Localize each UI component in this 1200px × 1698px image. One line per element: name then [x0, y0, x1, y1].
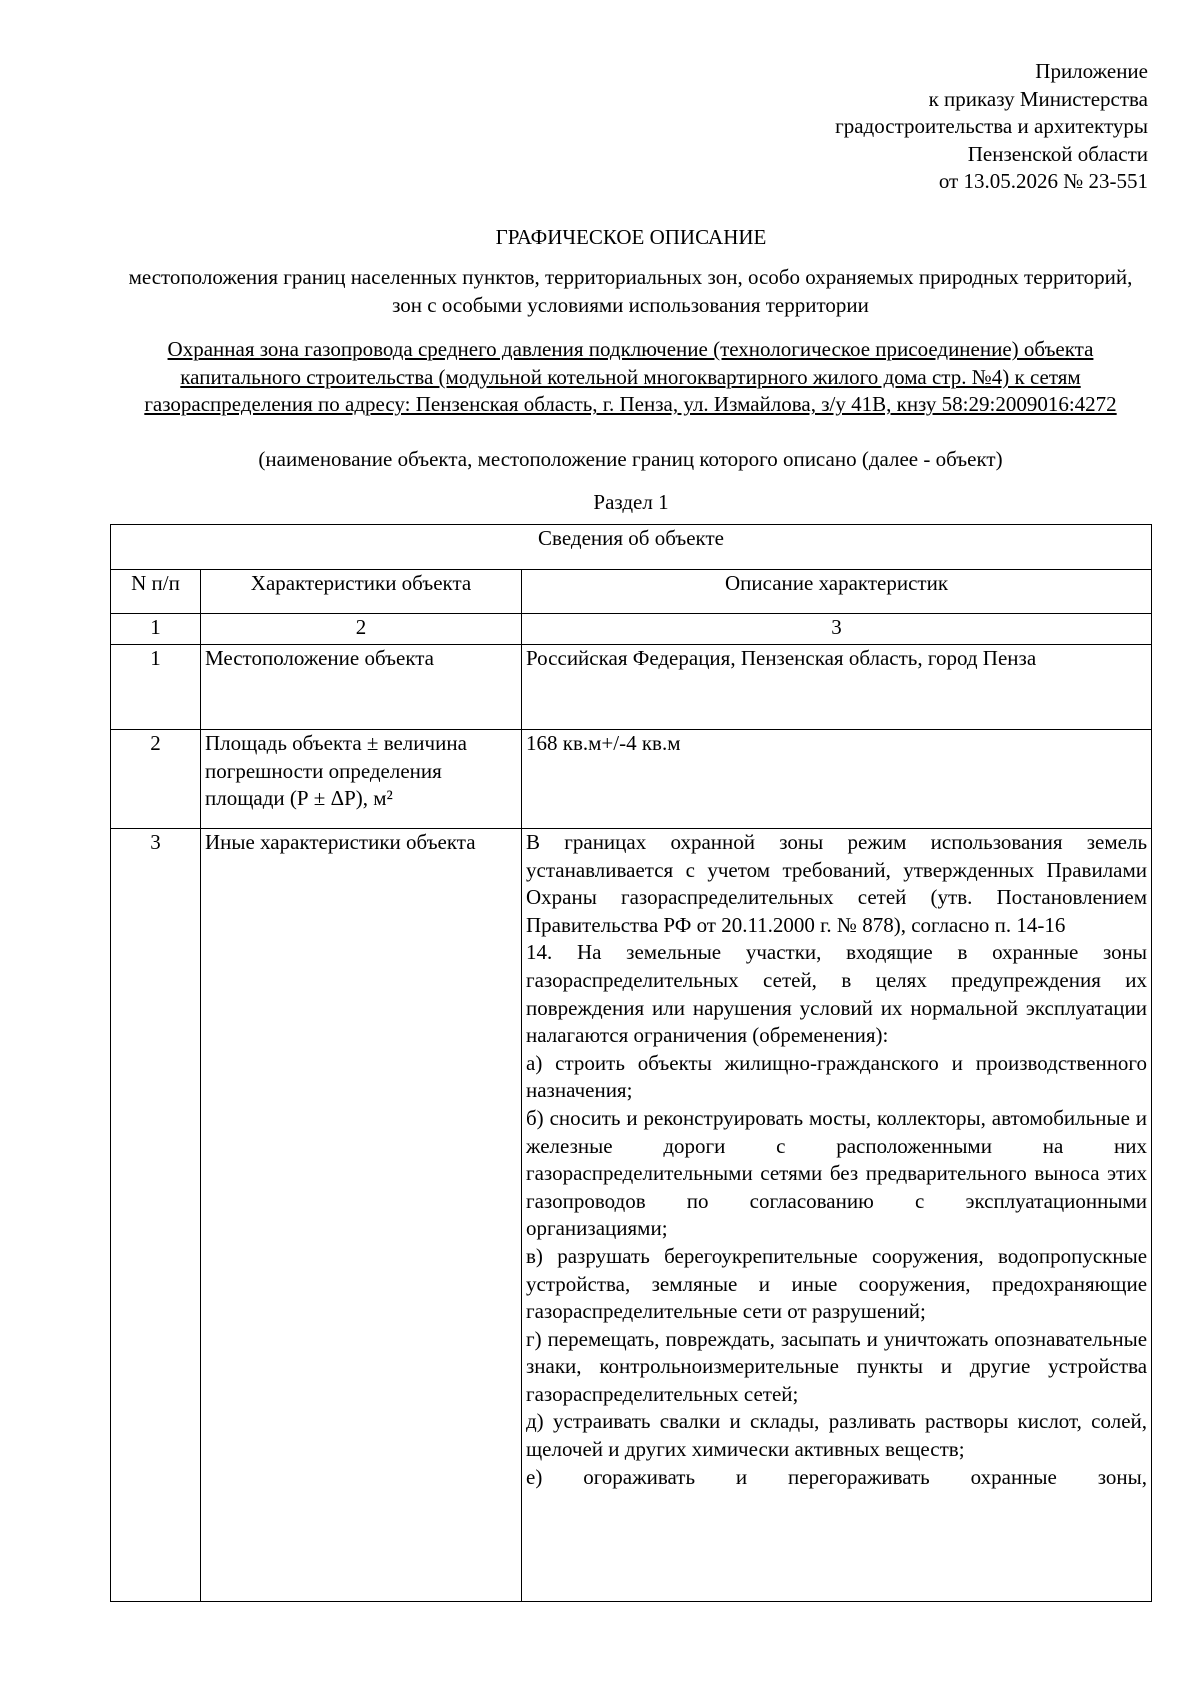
object-name: Охранная зона газопровода среднего давления подключение (технологическое присоединение) объекта капитального строительства (модульной котельной многоквартирного жилого дома стр. №4) к сетям газораспределения по адресу: Пензенская область, г. Пенза, ул. Измайлова, з/у 41В, кнзу 58:29:2009016:4272 [144, 337, 1117, 417]
column-number-row [111, 614, 1152, 645]
appendix-line: градостроительства и архитектуры [835, 114, 1148, 139]
table-caption-row [111, 525, 1152, 570]
row-characteristic: Иные характеристики объекта [201, 829, 522, 1602]
description-paragraph: в) разрушать берегоукрепительные сооружения, водопропускные устройства, земляные и иные сооружения, предохраняющие газораспределительные сети от разрушений; [526, 1243, 1148, 1324]
object-caption: (наименование объекта, местоположение границ которого описано (далее - объект) [258, 447, 1003, 471]
description-paragraph: г) перемещать, повреждать, засыпать и уничтожать опознавательные знаки, контрольноизмерительные пункты и другие устройства газораспределительных сетей; [526, 1326, 1148, 1406]
description-paragraph: б) сносить и реконструировать мосты, коллекторы, автомобильные и железные дороги с расположенными на них газораспределительными сетями без предварительного выноса этих газопроводов по согласованию с эксплуатационными организациями; [526, 1105, 1148, 1241]
row-number: 2 [111, 730, 201, 829]
description-paragraph: д) устраивать свалки и склады, разливать растворы кислот, солей, щелочей и других химически активных веществ; [526, 1409, 1148, 1462]
table-row [111, 730, 1152, 829]
row-description: 168 кв.м+/-4 кв.м [522, 730, 1152, 829]
row-description [522, 829, 1152, 1602]
appendix-line: к приказу Министерства [928, 86, 1148, 111]
table-caption: Сведения об объекте [111, 525, 1152, 570]
row-number: 3 [111, 829, 201, 1602]
table-header-row [111, 570, 1152, 614]
row-description: Российская Федерация, Пензенская область, город Пенза [522, 645, 1152, 730]
header-cell-characteristic: Характеристики объекта [201, 570, 522, 614]
table-row [111, 829, 1152, 1602]
description-paragraph: 14. На земельные участки, входящие в охранные зоны газораспределительных сетей, в целях предупреждения их повреждения или нарушения условий их нормальной эксплуатации налагаются ограничения (обременения): [526, 940, 1148, 1048]
appendix-line: Приложение [1035, 59, 1148, 83]
description-paragraph: е) огораживать и перегораживать охранные зоны, [526, 1464, 1148, 1489]
appendix-line: Пензенской области [967, 141, 1148, 166]
row-number: 1 [111, 645, 201, 730]
column-number: 1 [111, 614, 201, 645]
document-subtitle: местоположения границ населенных пунктов, территориальных зон, особо охраняемых природных территорий, зон с особыми условиями использования территории [128, 265, 1133, 317]
column-number: 2 [201, 614, 522, 645]
row-characteristic: Местоположение объекта [201, 645, 522, 730]
row-characteristic: Площадь объекта ± величина погрешности определения площади (Р ± ΔР), м² [201, 730, 522, 829]
header-cell-number: N п/п [111, 570, 201, 614]
appendix-line: от 13.05.2026 № 23-551 [938, 169, 1148, 194]
column-number: 3 [522, 614, 1152, 645]
appendix-header [835, 58, 1148, 196]
object-info-table [110, 524, 1152, 1602]
description-paragraph: В границах охранной зоны режим использования земель устанавливается с учетом требований, утвержденных Правилами Охраны газораспределительных сетей (утв. Постановлением Правительства РФ от 20.11.2000 г. № 878), согласно п. 14-16 [526, 830, 1148, 937]
description-paragraph: а) строить объекты жилищно-гражданского и производственного назначения; [526, 1050, 1148, 1103]
header-cell-description: Описание характеристик [522, 570, 1152, 614]
document-title: ГРАФИЧЕСКОЕ ОПИСАНИЕ [495, 225, 767, 249]
section-label: Раздел 1 [593, 490, 669, 514]
table-row [111, 645, 1152, 730]
